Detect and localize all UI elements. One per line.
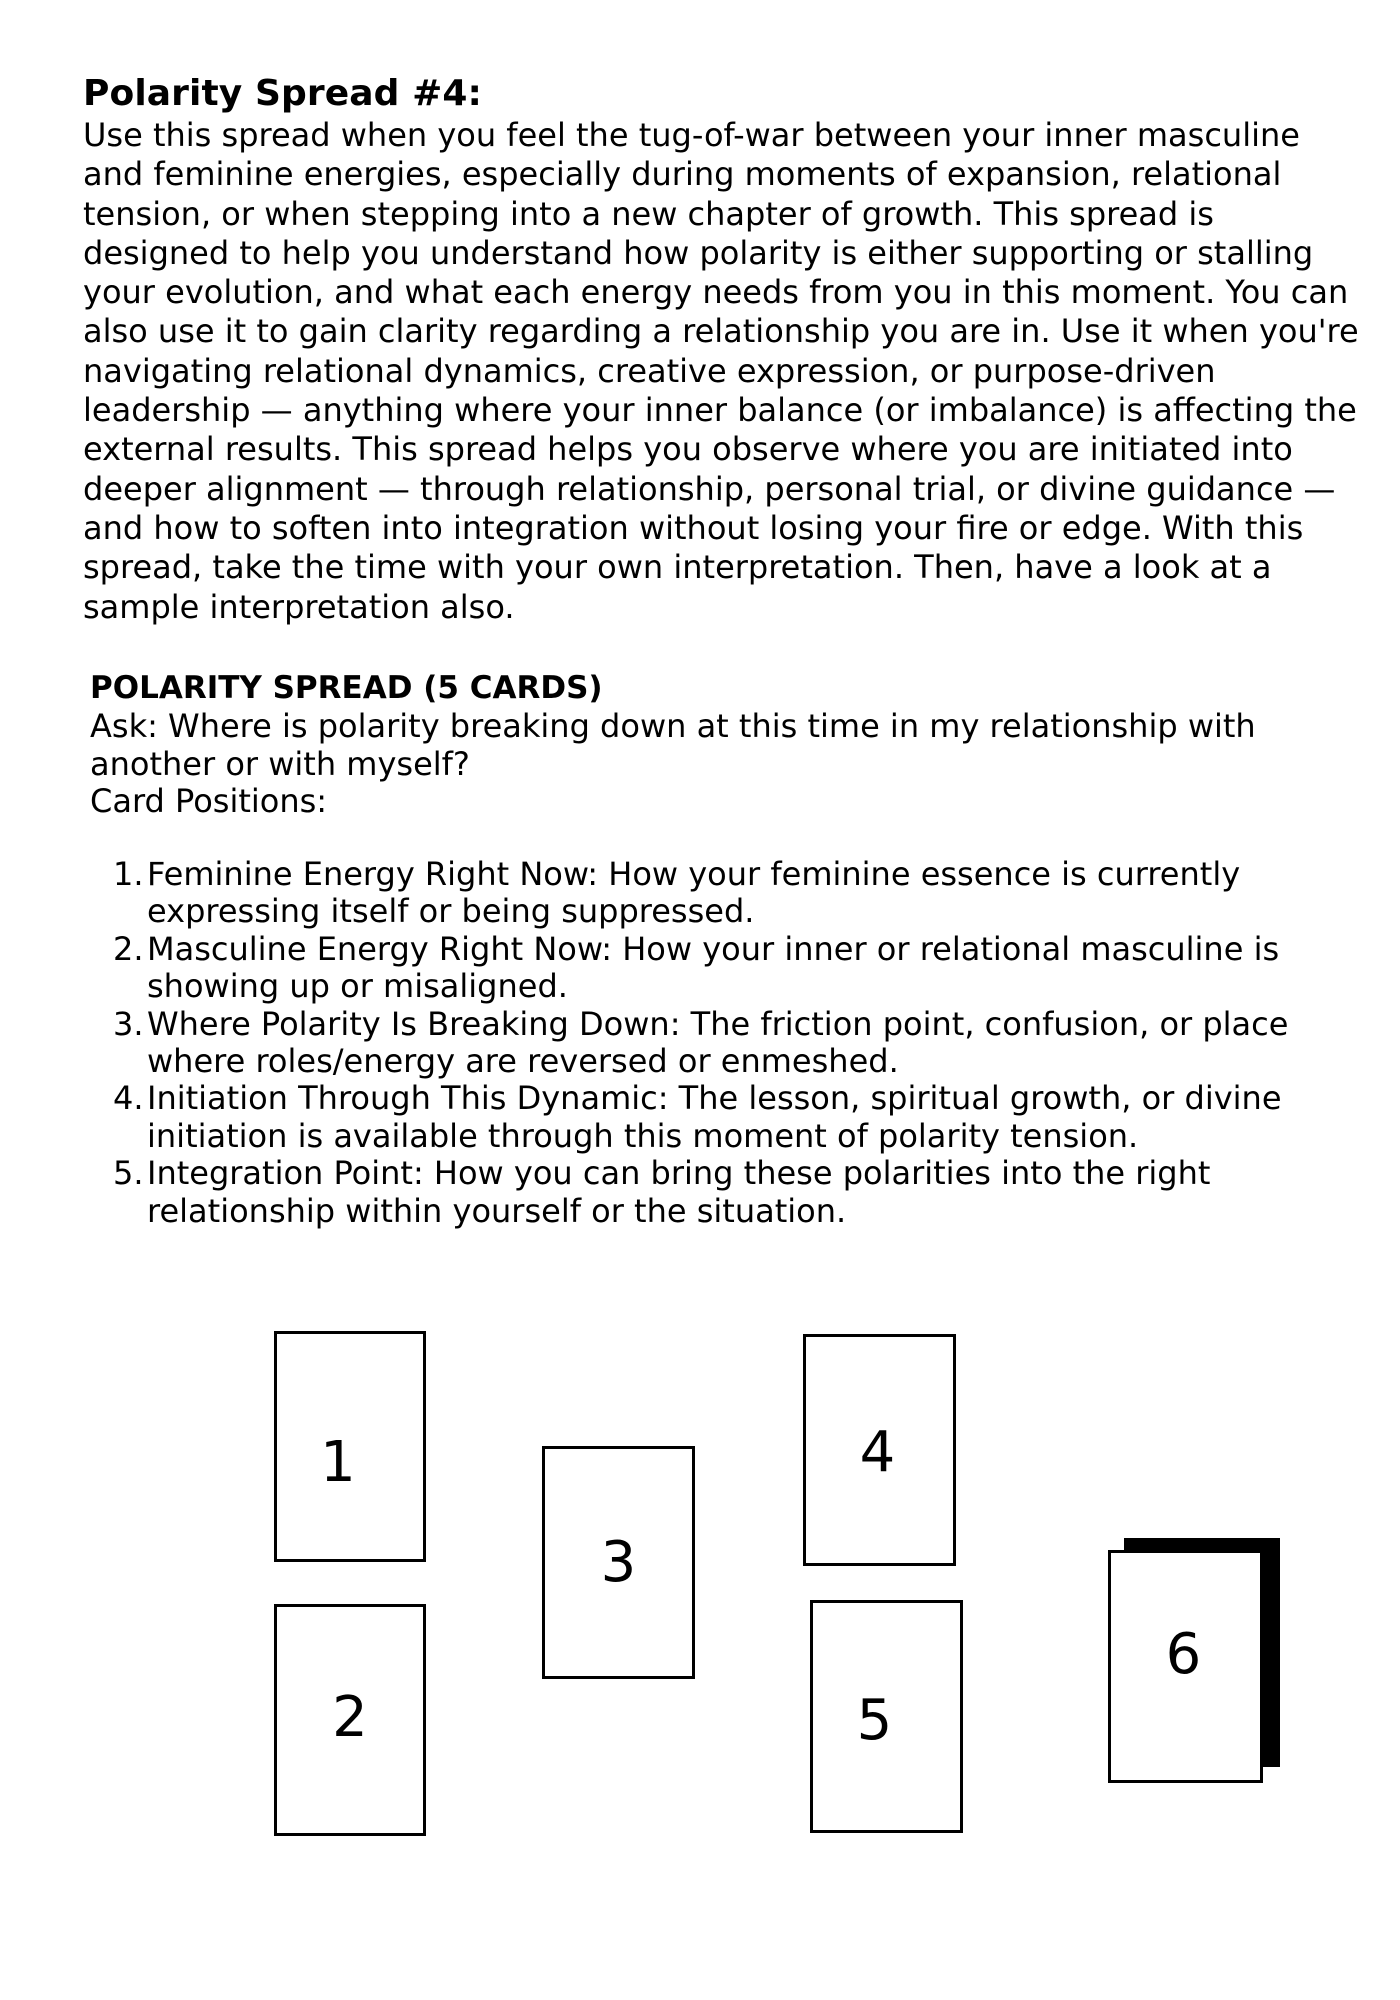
list-item-line: Initiation Through This Dynamic: The lesson, spiritual growth, or divine (147, 1079, 1282, 1118)
intro-line: and feminine energies, especially during moments of expansion, relational (83, 155, 1282, 194)
card-number: 5 (856, 1688, 893, 1753)
card-6 (1108, 1550, 1263, 1783)
card-5 (810, 1600, 963, 1833)
intro-line: and how to soften into integration without losing your fire or edge. With this (83, 508, 1304, 547)
list-item-line: where roles/energy are reversed or enmeshed. (147, 1042, 899, 1081)
list-item (113, 1006, 1343, 1081)
list-item (113, 1155, 1343, 1230)
list-item-line: initiation is available through this moment of polarity tension. (147, 1116, 1139, 1155)
intro-line: tension, or when stepping into a new chapter of growth. This spread is (83, 194, 1214, 233)
intro-paragraph (83, 116, 1359, 627)
intro-line: designed to help you understand how polarity is either supporting or stalling (83, 233, 1314, 272)
spread-heading: POLARITY SPREAD (5 CARDS) (90, 670, 603, 706)
list-item-line: Masculine Energy Right Now: How your inner or relational masculine is (147, 929, 1280, 968)
list-item-number: 1. (113, 855, 144, 893)
intro-line: also use it to gain clarity regarding a relationship you are in. Use it when you're (83, 312, 1359, 351)
list-item-line: expressing itself or being suppressed. (147, 892, 755, 931)
card-number: 6 (1165, 1622, 1202, 1687)
intro-line: spread, take the time with your own interpretation. Then, have a look at a (83, 548, 1272, 587)
card-3 (542, 1446, 695, 1679)
list-item (113, 1080, 1343, 1155)
spread-question-line: another or with myself? (90, 744, 470, 783)
list-item-line: Integration Point: How you can bring these polarities into the right (147, 1154, 1211, 1193)
card-number: 2 (332, 1685, 368, 1750)
list-item-number: 3. (113, 1004, 144, 1043)
intro-line: Use this spread when you feel the tug-of-war between your inner masculine (83, 116, 1300, 154)
card-positions-label: Card Positions: (90, 782, 328, 820)
list-item-line: relationship within yourself or the situation. (147, 1191, 847, 1230)
intro-line: deeper alignment — through relationship, personal trial, or divine guidance — (83, 469, 1336, 508)
page-title: Polarity Spread #4: (83, 73, 483, 114)
spread-section (90, 668, 1340, 821)
card-positions-list (113, 856, 1343, 1230)
card-2 (274, 1604, 426, 1836)
spread-question-line: Ask: Where is polarity breaking down at this time in my relationship with (90, 707, 1256, 745)
list-item (113, 856, 1343, 931)
card-1 (274, 1331, 426, 1562)
intro-line: your evolution, and what each energy needs from you in this moment. You can (83, 273, 1349, 312)
card-number: 4 (859, 1420, 896, 1485)
card-number: 3 (600, 1530, 637, 1595)
list-item (113, 931, 1343, 1006)
intro-line: sample interpretation also. (83, 587, 515, 626)
list-item-line: Where Polarity Is Breaking Down: The friction point, confusion, or place (147, 1004, 1289, 1043)
intro-line: external results. This spread helps you observe where you are initiated into (83, 430, 1293, 469)
list-item-line: Feminine Energy Right Now: How your feminine essence is currently (147, 855, 1241, 893)
intro-line: leadership — anything where your inner balance (or imbalance) is affecting the (83, 391, 1357, 430)
list-item-line: showing up or misaligned. (147, 967, 568, 1006)
card-4 (803, 1334, 956, 1566)
list-item-number: 5. (113, 1154, 144, 1193)
list-item-number: 2. (113, 929, 144, 968)
list-item-number: 4. (113, 1079, 144, 1118)
card-number: 1 (320, 1430, 356, 1495)
intro-line: navigating relational dynamics, creative expression, or purpose-driven (83, 351, 1216, 390)
